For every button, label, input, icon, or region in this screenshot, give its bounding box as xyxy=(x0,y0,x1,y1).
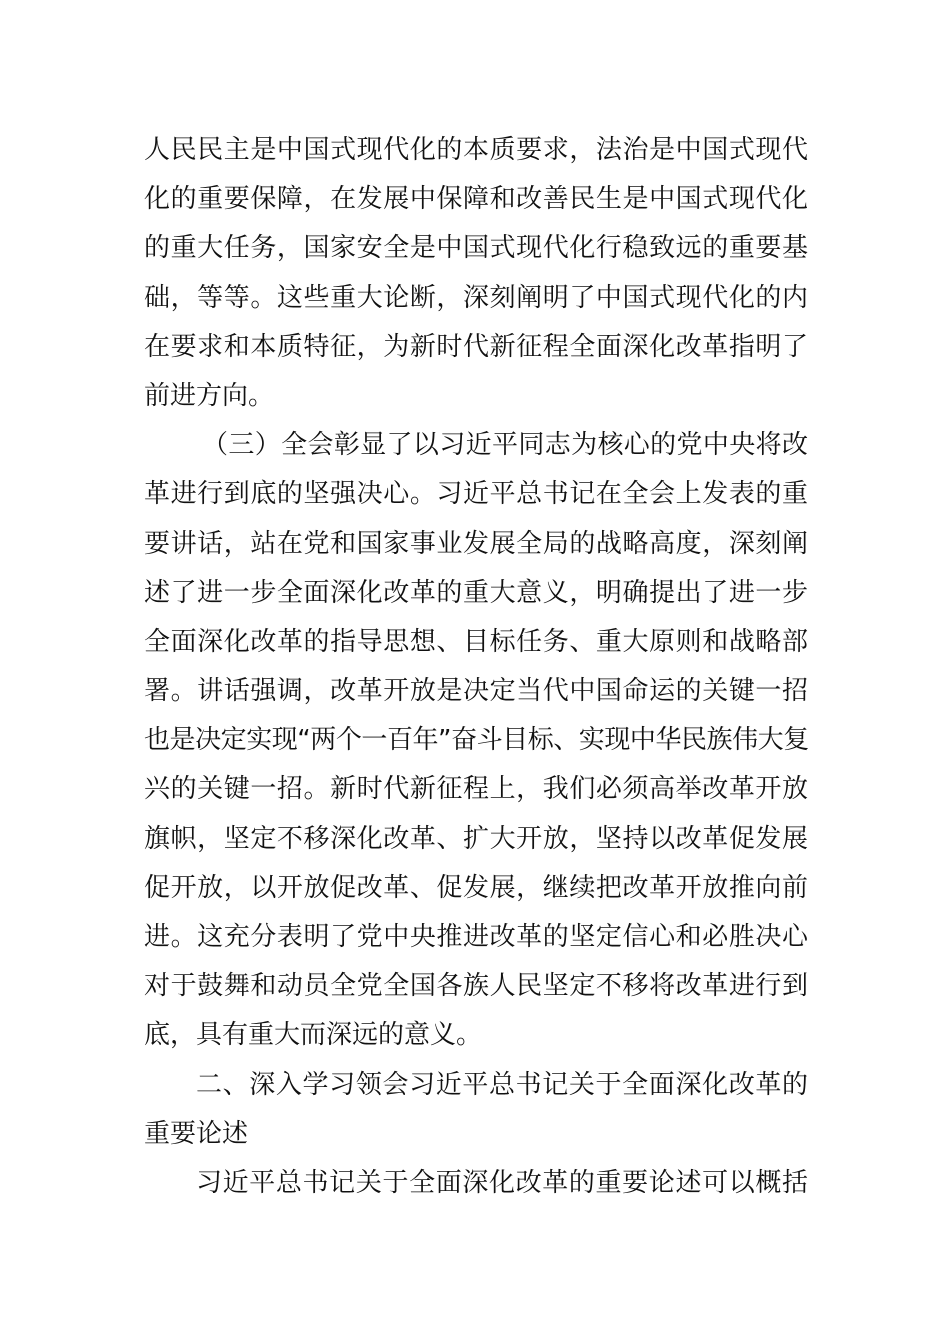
heading-line: 二、深入学习领会习近平总书记关于全面深化改革的 xyxy=(196,1069,808,1100)
text-line: 要讲话，站在党和国家事业发展全局的战略高度，深刻阐 xyxy=(144,528,808,559)
document-body xyxy=(144,126,808,1208)
text-line: 前进方向。 xyxy=(144,380,275,411)
text-line: 化的重要保障，在发展中保障和改善民生是中国式现代化 xyxy=(144,184,808,215)
paragraph-section-three xyxy=(144,421,808,1060)
paragraph-summary xyxy=(144,1159,808,1208)
text-line: 述了进一步全面深化改革的重大意义，明确提出了进一步 xyxy=(144,577,808,608)
text-line: 的重大任务，国家安全是中国式现代化行稳致远的重要基 xyxy=(144,233,808,264)
text-line: 对于鼓舞和动员全党全国各族人民坚定不移将改革进行到 xyxy=(144,971,808,1002)
text-line: 旗帜，坚定不移深化改革、扩大开放，坚持以改革促发展 xyxy=(144,823,808,854)
section-heading-two xyxy=(144,1061,808,1159)
text-line: 在要求和本质特征，为新时代新征程全面深化改革指明了 xyxy=(144,331,808,362)
text-line: （三）全会彰显了以习近平同志为核心的党中央将改 xyxy=(202,430,808,461)
text-line: 础，等等。这些重大论断，深刻阐明了中国式现代化的内 xyxy=(144,282,808,313)
text-line: 革进行到底的坚强决心。习近平总书记在全会上发表的重 xyxy=(144,479,808,510)
heading-line: 重要论述 xyxy=(144,1118,249,1149)
text-line: 也是决定实现“两个一百年”奋斗目标、实现中华民族伟大复 xyxy=(144,725,808,756)
paragraph-continuation xyxy=(144,126,808,421)
text-line: 促开放，以开放促改革、促发展，继续把改革开放推向前 xyxy=(144,872,808,903)
text-line: 署。讲话强调，改革开放是决定当代中国命运的关键一招 xyxy=(144,676,808,707)
text-line: 习近平总书记关于全面深化改革的重要论述可以概括 xyxy=(196,1167,808,1198)
text-line: 人民民主是中国式现代化的本质要求，法治是中国式现代 xyxy=(144,135,808,165)
text-line: 全面深化改革的指导思想、目标任务、重大原则和战略部 xyxy=(144,626,808,657)
text-line: 兴的关键一招。新时代新征程上，我们必须高举改革开放 xyxy=(144,774,808,805)
text-line: 进。这充分表明了党中央推进改革的坚定信心和必胜决心 xyxy=(144,922,808,952)
text-line: 底，具有重大而深远的意义。 xyxy=(144,1020,483,1051)
